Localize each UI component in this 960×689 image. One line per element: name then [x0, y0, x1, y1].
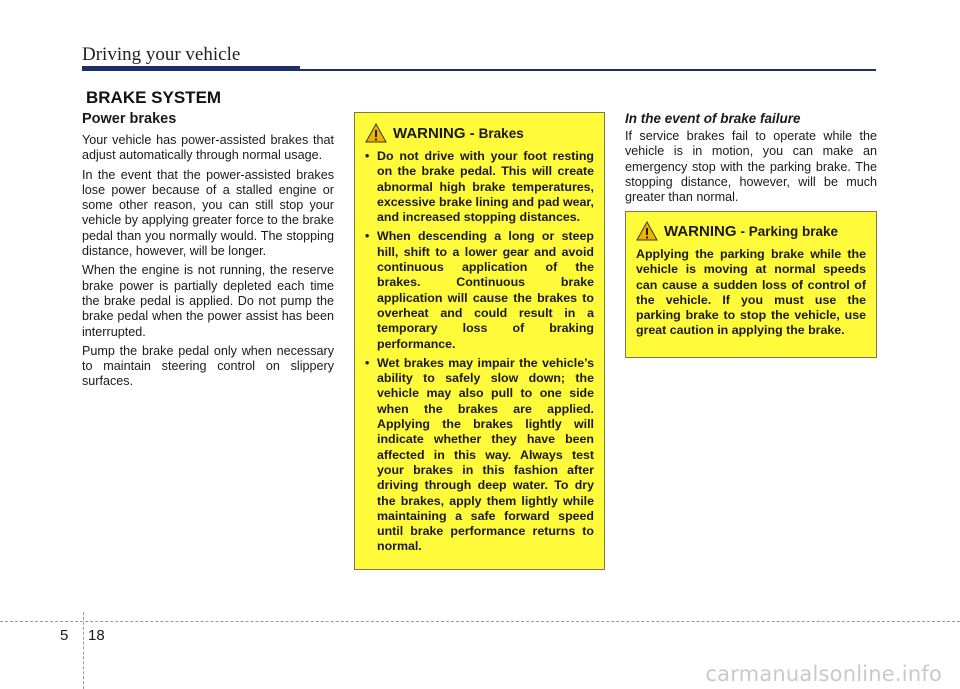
warning-brakes-box: [354, 112, 605, 570]
watermark: carmanualsonline.info: [705, 662, 942, 686]
power-brakes-paragraph: In the event that the power-assisted brakes lose power because of a stalled engine or some other reason, you can still stop your vehicle by applying greater force to the brake pedal than you normally would. The stopping distance, however, will be longer.: [82, 167, 334, 259]
power-brakes-paragraph: Your vehicle has power-assisted brakes that adjust automatically through normal usage.: [82, 133, 334, 163]
warning-label: WARNING: [664, 222, 737, 240]
list-item: • Do not drive with your foot resting on the brake pedal. This will create abnormal high brake temperatures, excessive brake lining and pad wear, and increased stopping distances.: [365, 149, 594, 225]
warning-parking-box: [625, 211, 877, 358]
brake-failure-column: [625, 111, 877, 209]
power-brakes-column: [82, 111, 334, 394]
list-item: • When descending a long or steep hill, shift to a lower gear and avoid continuous application of the brakes. Continuous brake application will cause the brakes to overheat and could result in a temporary loss of braking performance.: [365, 229, 594, 351]
warning-brakes-header: [365, 123, 594, 143]
header-bar: [82, 66, 300, 71]
power-brakes-heading: Power brakes: [82, 111, 177, 127]
header-title: Driving your vehicle: [82, 44, 241, 65]
page-number: 18: [88, 627, 105, 644]
brake-failure-text: If service brakes fail to operate while the vehicle is in motion, you can make an emergency stop with the parking brake. The stopping distance, however, will be much greater than normal.: [625, 129, 877, 205]
section-title: BRAKE SYSTEM: [86, 88, 222, 107]
power-brakes-paragraph: When the engine is not running, the reserve brake power is partially depleted each time the brake pedal is applied. Do not pump the brake pedal when the power assist has been interrupted.: [82, 263, 334, 339]
warning-subject: Brakes: [478, 125, 524, 141]
warning-parking-header: [636, 221, 866, 241]
power-brakes-paragraph: Pump the brake pedal only when necessary to maintain steering control on slippery surfaces.: [82, 343, 334, 389]
footer-divider-vertical: [83, 612, 84, 689]
warning-parking-text: Applying the parking brake while the vehicle is moving at normal speeds can cause a sudden loss of control of the vehicle. If you must use the parking brake to stop the vehicle, use great caution in applying the brake.: [636, 247, 866, 338]
list-item: • Wet brakes may impair the vehicle’s ability to safely slow down; the vehicle may also pull to one side when the brakes are applied. Applying the brakes lightly will indicate whether they have been affected in this way. Always test your brakes in this fashion after driving through deep water. To dry the brakes, apply them lightly while maintaining a safe forward speed until brake performance returns to normal.: [365, 355, 594, 554]
header-rule: [300, 69, 876, 71]
chapter-number: 5: [60, 627, 69, 644]
warning-subject: - Parking brake: [740, 223, 839, 239]
warning-brakes-list: [365, 149, 594, 555]
warning-label: WARNING -: [393, 124, 475, 142]
brake-failure-heading: In the event of brake failure: [625, 111, 801, 126]
warning-triangle-icon: [365, 123, 387, 143]
footer-divider: [0, 621, 960, 622]
warning-triangle-icon: [636, 221, 658, 241]
